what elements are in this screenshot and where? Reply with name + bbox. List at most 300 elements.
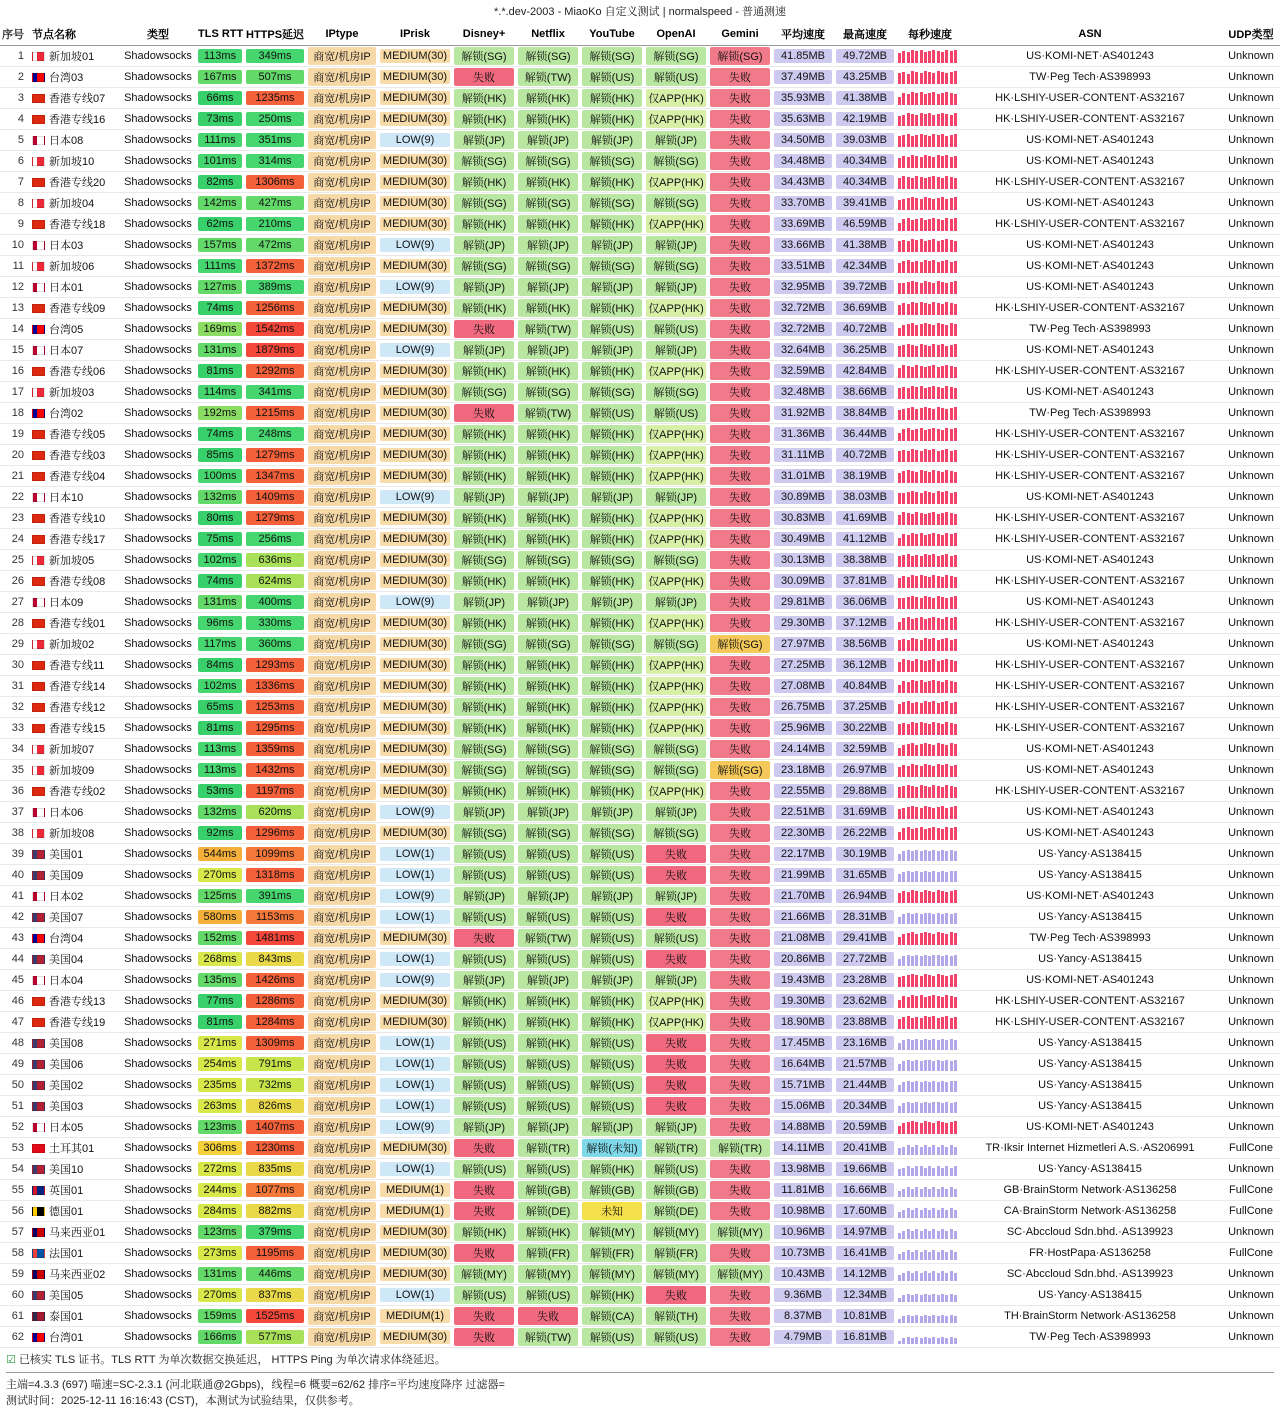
table-row[interactable] [0, 802, 1280, 823]
table-row[interactable] [0, 1012, 1280, 1033]
unlock-gemini: 失败 [708, 1285, 772, 1306]
table-row[interactable] [0, 1285, 1280, 1306]
asn: HK·LSHIY-USER-CONTENT·AS32167 [964, 88, 1216, 109]
max-speed: 41.38MB [834, 88, 896, 109]
node-name-cell[interactable] [29, 718, 120, 739]
per-second-speed-sparkline [896, 88, 964, 109]
ip-type: 商宽/机房IP [306, 214, 378, 235]
https-latency: 1359ms [244, 739, 306, 760]
table-row[interactable] [0, 487, 1280, 508]
tls-rtt: 74ms [196, 298, 244, 319]
flag-icon [32, 409, 45, 418]
node-type: Shadowsocks [120, 361, 196, 382]
asn: HK·LSHIY-USER-CONTENT·AS32167 [964, 697, 1216, 718]
table-row[interactable] [0, 718, 1280, 739]
node-name-cell[interactable] [29, 109, 120, 130]
node-name-cell[interactable] [29, 739, 120, 760]
tls-rtt: 113ms [196, 739, 244, 760]
table-row[interactable] [0, 529, 1280, 550]
avg-speed: 22.51MB [772, 802, 834, 823]
node-name-label: 香港专线18 [49, 219, 106, 231]
node-name-cell[interactable] [29, 865, 120, 886]
node-name-cell[interactable] [29, 529, 120, 550]
max-speed: 40.34MB [834, 172, 896, 193]
node-type: Shadowsocks [120, 613, 196, 634]
unlock-disney: 解锁(SG) [452, 382, 516, 403]
unlock-gemini: 失败 [708, 928, 772, 949]
asn: US·KOMI-NET·AS401243 [964, 151, 1216, 172]
node-name-cell[interactable] [29, 1285, 120, 1306]
table-row[interactable] [0, 109, 1280, 130]
node-name-cell[interactable] [29, 235, 120, 256]
table-row[interactable] [0, 508, 1280, 529]
table-row[interactable] [0, 1117, 1280, 1138]
node-name-cell[interactable] [29, 1180, 120, 1201]
sparkline-chart [898, 218, 962, 231]
node-name-cell[interactable] [29, 991, 120, 1012]
table-row[interactable] [0, 256, 1280, 277]
max-speed: 27.72MB [834, 949, 896, 970]
node-name-cell[interactable] [29, 928, 120, 949]
sparkline-chart [898, 260, 962, 273]
node-name-cell[interactable] [29, 151, 120, 172]
column-header-avg-speed[interactable]: 平均速度 [772, 23, 834, 46]
max-speed: 37.81MB [834, 571, 896, 592]
unlock-openai: 解锁(US) [644, 1159, 708, 1180]
node-name-cell[interactable] [29, 1243, 120, 1264]
tls-rtt: 123ms [196, 1117, 244, 1138]
table-row[interactable] [0, 676, 1280, 697]
tls-rtt: 62ms [196, 214, 244, 235]
unlock-openai: 解锁(JP) [644, 970, 708, 991]
table-row[interactable] [0, 235, 1280, 256]
row-index: 14 [0, 319, 29, 340]
asn: CA·BrainStorm Network·AS136258 [964, 1201, 1216, 1222]
column-header-asn[interactable]: ASN [964, 23, 1216, 46]
https-latency: 1336ms [244, 676, 306, 697]
unlock-youtube: 解锁(JP) [580, 130, 644, 151]
node-name-cell[interactable] [29, 424, 120, 445]
table-row[interactable] [0, 172, 1280, 193]
table-row[interactable] [0, 1180, 1280, 1201]
row-index: 27 [0, 592, 29, 613]
column-header-node-name[interactable]: 节点名称 [29, 23, 120, 46]
unlock-openai: 解锁(US) [644, 1327, 708, 1348]
table-row[interactable] [0, 613, 1280, 634]
node-name-cell[interactable] [29, 1075, 120, 1096]
row-index: 58 [0, 1243, 29, 1264]
unlock-disney: 解锁(HK) [452, 655, 516, 676]
per-second-speed-sparkline [896, 1159, 964, 1180]
node-name-cell[interactable] [29, 319, 120, 340]
flag-icon [32, 871, 45, 880]
max-speed: 23.62MB [834, 991, 896, 1012]
unlock-openai: 解锁(JP) [644, 592, 708, 613]
table-row[interactable] [0, 67, 1280, 88]
node-name-cell[interactable] [29, 949, 120, 970]
table-row[interactable] [0, 445, 1280, 466]
asn: US·Yancy·AS138415 [964, 844, 1216, 865]
flag-icon [32, 346, 45, 355]
sparkline-chart [898, 596, 962, 609]
table-row[interactable] [0, 193, 1280, 214]
node-name-cell[interactable] [29, 613, 120, 634]
node-name-cell[interactable] [29, 1117, 120, 1138]
node-name-cell[interactable] [29, 1327, 120, 1348]
per-second-speed-sparkline [896, 1285, 964, 1306]
sparkline-chart [898, 638, 962, 651]
node-name-cell[interactable] [29, 46, 120, 67]
node-name-cell[interactable] [29, 172, 120, 193]
unlock-youtube: 未知 [580, 1201, 644, 1222]
table-row[interactable] [0, 277, 1280, 298]
unlock-gemini: 失败 [708, 1096, 772, 1117]
asn: US·KOMI-NET·AS401243 [964, 487, 1216, 508]
node-name-cell[interactable] [29, 277, 120, 298]
column-header-tls-rtt[interactable]: TLS RTT [196, 23, 244, 46]
avg-speed: 32.59MB [772, 361, 834, 382]
table-row[interactable] [0, 991, 1280, 1012]
avg-speed: 14.11MB [772, 1138, 834, 1159]
column-header-youtube[interactable]: YouTube [580, 23, 644, 46]
flag-icon [32, 115, 45, 124]
column-header-max-speed[interactable]: 最高速度 [834, 23, 896, 46]
unlock-youtube: 解锁(HK) [580, 109, 644, 130]
https-latency: 1879ms [244, 340, 306, 361]
node-name-cell[interactable] [29, 1201, 120, 1222]
tls-rtt: 65ms [196, 697, 244, 718]
unlock-youtube: 解锁(JP) [580, 886, 644, 907]
node-name-cell[interactable] [29, 781, 120, 802]
node-name-cell[interactable] [29, 1054, 120, 1075]
flag-icon [32, 220, 45, 229]
table-row[interactable] [0, 949, 1280, 970]
unlock-netflix: 解锁(HK) [516, 445, 580, 466]
unlock-netflix: 解锁(SG) [516, 256, 580, 277]
column-header-openai[interactable]: OpenAI [644, 23, 708, 46]
row-index: 56 [0, 1201, 29, 1222]
table-row[interactable] [0, 151, 1280, 172]
table-row[interactable] [0, 1327, 1280, 1348]
ip-risk: LOW(1) [378, 907, 452, 928]
table-row[interactable] [0, 88, 1280, 109]
row-index: 41 [0, 886, 29, 907]
max-speed: 30.22MB [834, 718, 896, 739]
per-second-speed-sparkline [896, 319, 964, 340]
unlock-disney: 解锁(JP) [452, 235, 516, 256]
row-index: 38 [0, 823, 29, 844]
table-row[interactable] [0, 340, 1280, 361]
sparkline-chart [898, 113, 962, 126]
node-name-cell[interactable] [29, 298, 120, 319]
table-row[interactable] [0, 214, 1280, 235]
flag-icon [32, 178, 45, 187]
table-row[interactable] [0, 655, 1280, 676]
node-name-cell[interactable] [29, 214, 120, 235]
table-row[interactable] [0, 130, 1280, 151]
row-index: 8 [0, 193, 29, 214]
table-row[interactable] [0, 1138, 1280, 1159]
column-header-netflix[interactable]: Netflix [516, 23, 580, 46]
node-name-cell[interactable] [29, 823, 120, 844]
node-type: Shadowsocks [120, 760, 196, 781]
table-row[interactable] [0, 319, 1280, 340]
row-index: 30 [0, 655, 29, 676]
table-row[interactable] [0, 298, 1280, 319]
node-name-cell[interactable] [29, 1222, 120, 1243]
table-row[interactable] [0, 823, 1280, 844]
avg-speed: 8.37MB [772, 1306, 834, 1327]
node-name-cell[interactable] [29, 697, 120, 718]
unlock-netflix: 解锁(US) [516, 1096, 580, 1117]
column-header-per-second-speed[interactable]: 每秒速度 [896, 23, 964, 46]
tls-rtt: 82ms [196, 172, 244, 193]
ip-risk: MEDIUM(30) [378, 1327, 452, 1348]
node-name-cell[interactable] [29, 1306, 120, 1327]
column-header-https-latency[interactable]: HTTPS延迟 [244, 23, 306, 46]
unlock-netflix: 解锁(JP) [516, 592, 580, 613]
node-name-cell[interactable] [29, 445, 120, 466]
flag-icon [32, 913, 45, 922]
unlock-youtube: 解锁(US) [580, 1327, 644, 1348]
unlock-netflix: 解锁(HK) [516, 214, 580, 235]
table-row[interactable] [0, 424, 1280, 445]
column-header-disney[interactable]: Disney+ [452, 23, 516, 46]
max-speed: 36.69MB [834, 298, 896, 319]
column-header-gemini[interactable]: Gemini [708, 23, 772, 46]
node-name-cell[interactable] [29, 802, 120, 823]
node-name-label: 日本09 [49, 597, 84, 609]
avg-speed: 19.30MB [772, 991, 834, 1012]
node-name-cell[interactable] [29, 1159, 120, 1180]
node-name-cell[interactable] [29, 907, 120, 928]
node-type: Shadowsocks [120, 886, 196, 907]
ip-type: 商宽/机房IP [306, 88, 378, 109]
node-name-cell[interactable] [29, 634, 120, 655]
sparkline-chart [898, 533, 962, 546]
unlock-openai: 仅APP(HK) [644, 508, 708, 529]
table-row[interactable] [0, 382, 1280, 403]
table-row[interactable] [0, 571, 1280, 592]
node-name-cell[interactable] [29, 508, 120, 529]
ip-type: 商宽/机房IP [306, 970, 378, 991]
node-name-cell[interactable] [29, 886, 120, 907]
row-index: 36 [0, 781, 29, 802]
table-row[interactable] [0, 739, 1280, 760]
table-row[interactable] [0, 781, 1280, 802]
node-name-label: 美国09 [49, 870, 84, 882]
table-row[interactable] [0, 634, 1280, 655]
node-name-cell[interactable] [29, 1096, 120, 1117]
unlock-disney: 解锁(HK) [452, 1222, 516, 1243]
table-row[interactable] [0, 46, 1280, 67]
max-speed: 37.12MB [834, 613, 896, 634]
node-name-cell[interactable] [29, 1264, 120, 1285]
per-second-speed-sparkline [896, 508, 964, 529]
table-row[interactable] [0, 1264, 1280, 1285]
flag-icon [32, 577, 45, 586]
unlock-gemini: 失败 [708, 1054, 772, 1075]
sparkline-chart [898, 1310, 962, 1323]
table-row[interactable] [0, 928, 1280, 949]
unlock-disney: 解锁(HK) [452, 508, 516, 529]
column-header-iprisk[interactable]: IPrisk [378, 23, 452, 46]
node-type: Shadowsocks [120, 445, 196, 466]
node-type: Shadowsocks [120, 46, 196, 67]
node-name-cell[interactable] [29, 88, 120, 109]
table-row[interactable] [0, 760, 1280, 781]
unlock-gemini: 失败 [708, 865, 772, 886]
node-name-cell[interactable] [29, 403, 120, 424]
table-row[interactable] [0, 361, 1280, 382]
ip-risk: LOW(9) [378, 235, 452, 256]
node-name-cell[interactable] [29, 844, 120, 865]
avg-speed: 30.09MB [772, 571, 834, 592]
ip-type: 商宽/机房IP [306, 1033, 378, 1054]
ip-type: 商宽/机房IP [306, 1180, 378, 1201]
sparkline-chart [898, 659, 962, 672]
column-header-iptype[interactable]: IPtype [306, 23, 378, 46]
table-row[interactable] [0, 1033, 1280, 1054]
row-index: 54 [0, 1159, 29, 1180]
node-name-cell[interactable] [29, 1012, 120, 1033]
flag-icon [32, 241, 45, 250]
node-name-label: 德国01 [49, 1206, 84, 1218]
column-header-type[interactable]: 类型 [120, 23, 196, 46]
row-index: 5 [0, 130, 29, 151]
table-row[interactable] [0, 886, 1280, 907]
table-row[interactable] [0, 1222, 1280, 1243]
table-row[interactable] [0, 865, 1280, 886]
node-name-cell[interactable] [29, 130, 120, 151]
udp-type: Unknown [1216, 1054, 1280, 1075]
tls-rtt: 77ms [196, 991, 244, 1012]
unlock-disney: 解锁(HK) [452, 697, 516, 718]
row-index: 1 [0, 46, 29, 67]
node-name-label: 香港专线19 [49, 1017, 106, 1029]
flag-icon [32, 808, 45, 817]
table-row[interactable] [0, 1075, 1280, 1096]
flag-icon [32, 1039, 45, 1048]
avg-speed: 32.48MB [772, 382, 834, 403]
node-name-cell[interactable] [29, 571, 120, 592]
unlock-youtube: 解锁(HK) [580, 445, 644, 466]
per-second-speed-sparkline [896, 802, 964, 823]
unlock-openai: 解锁(SG) [644, 151, 708, 172]
unlock-disney: 解锁(US) [452, 865, 516, 886]
table-row[interactable] [0, 1159, 1280, 1180]
table-row[interactable] [0, 403, 1280, 424]
node-name-cell[interactable] [29, 340, 120, 361]
unlock-gemini: 失败 [708, 172, 772, 193]
node-name-cell[interactable] [29, 970, 120, 991]
unlock-gemini: 失败 [708, 592, 772, 613]
node-name-cell[interactable] [29, 466, 120, 487]
node-type: Shadowsocks [120, 1159, 196, 1180]
node-type: Shadowsocks [120, 1012, 196, 1033]
table-row[interactable] [0, 550, 1280, 571]
flag-icon [32, 1312, 45, 1321]
ip-type: 商宽/机房IP [306, 319, 378, 340]
node-name-cell[interactable] [29, 67, 120, 88]
unlock-netflix: 解锁(HK) [516, 613, 580, 634]
node-name-cell[interactable] [29, 592, 120, 613]
table-row[interactable] [0, 466, 1280, 487]
node-name-label: 新加坡08 [49, 828, 95, 840]
node-name-cell[interactable] [29, 760, 120, 781]
unlock-gemini: 失败 [708, 508, 772, 529]
node-name-cell[interactable] [29, 676, 120, 697]
row-index: 40 [0, 865, 29, 886]
unlock-disney: 解锁(JP) [452, 970, 516, 991]
table-row[interactable] [0, 1096, 1280, 1117]
table-row[interactable] [0, 697, 1280, 718]
node-name-cell[interactable] [29, 1138, 120, 1159]
node-name-label: 台湾05 [49, 324, 84, 336]
unlock-openai: 失败 [644, 1075, 708, 1096]
table-row[interactable] [0, 1306, 1280, 1327]
ip-type: 商宽/机房IP [306, 592, 378, 613]
ip-risk: MEDIUM(30) [378, 193, 452, 214]
table-row[interactable] [0, 592, 1280, 613]
sparkline-chart [898, 848, 962, 861]
asn: HK·LSHIY-USER-CONTENT·AS32167 [964, 298, 1216, 319]
tls-rtt: 123ms [196, 1222, 244, 1243]
table-row[interactable] [0, 844, 1280, 865]
asn: US·KOMI-NET·AS401243 [964, 886, 1216, 907]
per-second-speed-sparkline [896, 193, 964, 214]
node-name-label: 香港专线01 [49, 618, 106, 630]
unlock-openai: 仅APP(HK) [644, 1012, 708, 1033]
node-name-cell[interactable] [29, 1033, 120, 1054]
node-name-label: 美国04 [49, 954, 84, 966]
asn: US·Yancy·AS138415 [964, 1054, 1216, 1075]
node-name-cell[interactable] [29, 256, 120, 277]
table-row[interactable] [0, 907, 1280, 928]
node-name-cell[interactable] [29, 487, 120, 508]
tls-rtt: 81ms [196, 361, 244, 382]
node-name-cell[interactable] [29, 655, 120, 676]
unlock-gemini: 失败 [708, 1012, 772, 1033]
table-row[interactable] [0, 1201, 1280, 1222]
udp-type: Unknown [1216, 172, 1280, 193]
per-second-speed-sparkline [896, 970, 964, 991]
sparkline-chart [898, 365, 962, 378]
node-name-cell[interactable] [29, 193, 120, 214]
table-row[interactable] [0, 1054, 1280, 1075]
tls-rtt: 152ms [196, 928, 244, 949]
unlock-gemini: 失败 [708, 823, 772, 844]
node-name-cell[interactable] [29, 361, 120, 382]
unlock-disney: 解锁(HK) [452, 718, 516, 739]
ip-type: 商宽/机房IP [306, 928, 378, 949]
table-row[interactable] [0, 1243, 1280, 1264]
unlock-netflix: 解锁(SG) [516, 382, 580, 403]
unlock-youtube: 解锁(HK) [580, 676, 644, 697]
table-row[interactable] [0, 970, 1280, 991]
column-header-index[interactable]: 序号 [0, 23, 29, 46]
flag-icon [32, 283, 45, 292]
tls-rtt: 66ms [196, 88, 244, 109]
unlock-disney: 解锁(SG) [452, 46, 516, 67]
column-header-udp-type[interactable]: UDP类型 [1216, 23, 1280, 46]
ip-type: 商宽/机房IP [306, 1117, 378, 1138]
node-name-cell[interactable] [29, 550, 120, 571]
flag-icon [32, 1018, 45, 1027]
node-name-cell[interactable] [29, 382, 120, 403]
ip-risk: MEDIUM(30) [378, 445, 452, 466]
ip-type: 商宽/机房IP [306, 886, 378, 907]
